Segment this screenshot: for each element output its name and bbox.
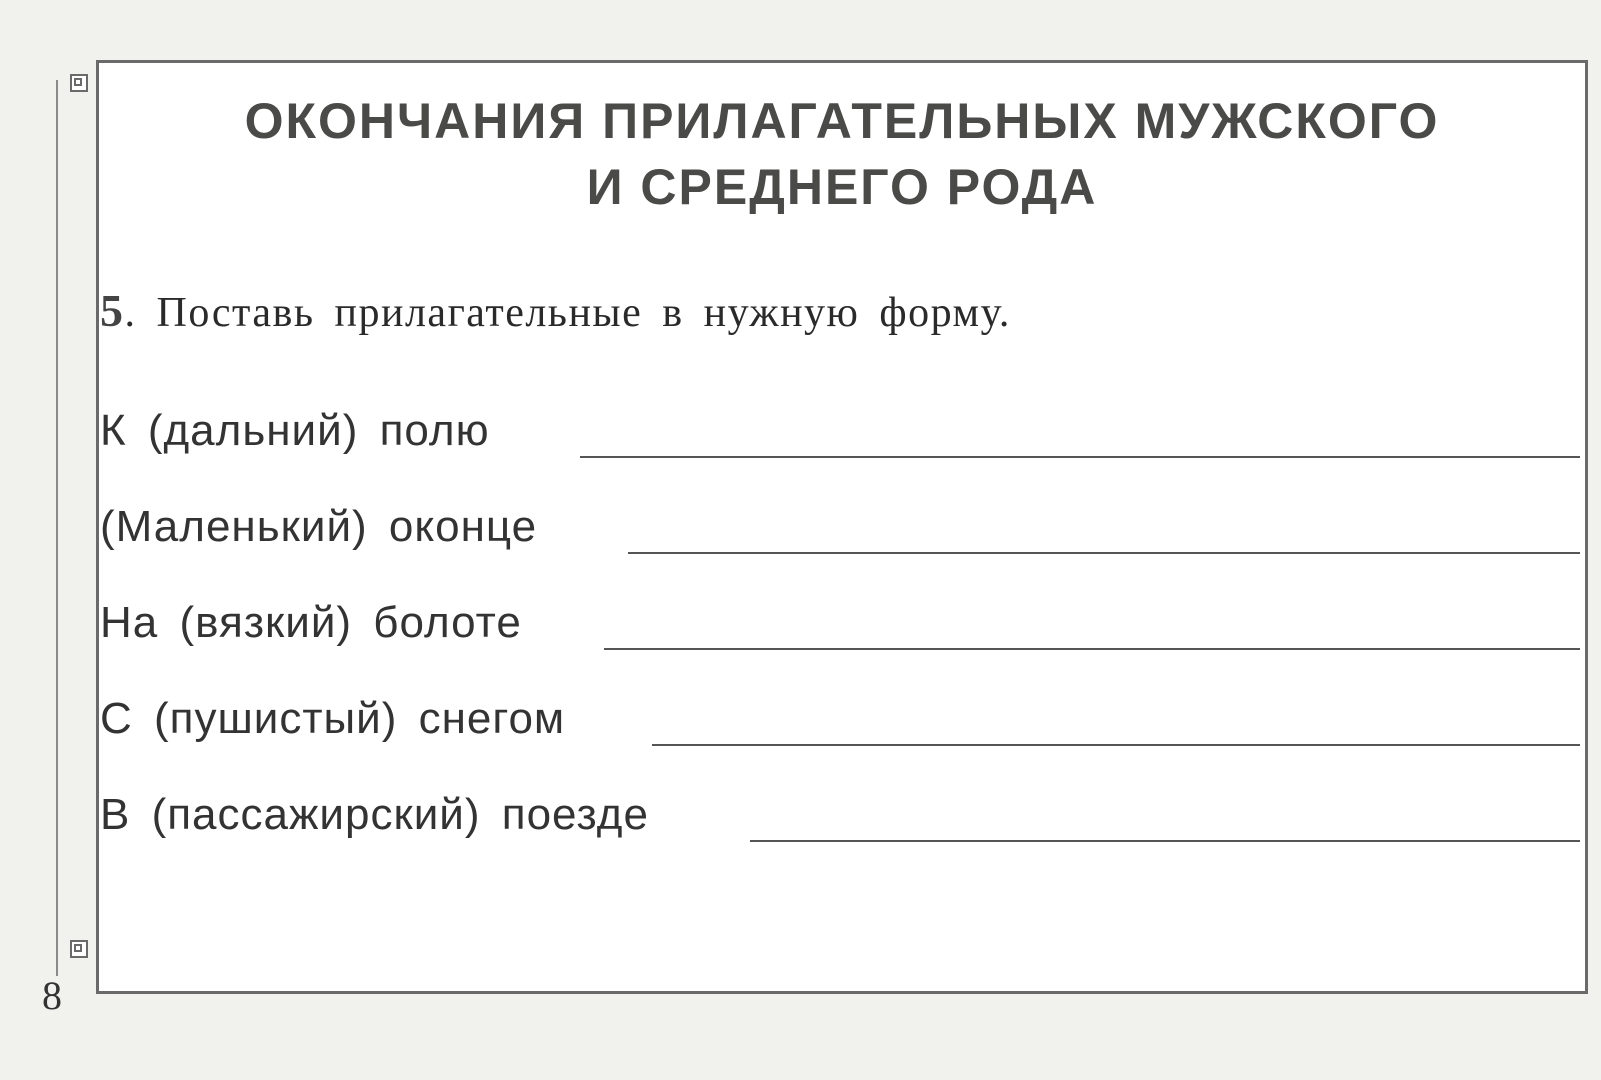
exercise-prompt: К (дальний) полю [100, 406, 490, 455]
answer-line[interactable] [628, 552, 1580, 554]
answer-line[interactable] [580, 456, 1580, 458]
frame-corner-ornament-top-left [70, 74, 88, 92]
task-number: 5 [100, 285, 125, 336]
answer-line[interactable] [750, 840, 1580, 842]
page-title [96, 88, 1588, 220]
exercise-row [100, 404, 1580, 464]
answer-line[interactable] [652, 744, 1580, 746]
title-line-2: И СРЕДНЕГО РОДА [586, 159, 1098, 215]
exercise-row [100, 500, 1580, 560]
answer-line[interactable] [604, 648, 1580, 650]
exercise-row [100, 596, 1580, 656]
exercise-row [100, 788, 1580, 848]
task-text: . Поставь прилагательные в нужную форму. [124, 290, 1011, 336]
task-instruction [100, 284, 1011, 337]
exercise-prompt: С (пушистый) снегом [100, 694, 566, 743]
frame-corner-ornament-bottom-left [70, 940, 88, 958]
page-number: 8 [42, 973, 62, 1018]
exercise-prompt: (Маленький) оконце [100, 502, 538, 551]
title-line-1: ОКОНЧАНИЯ ПРИЛАГАТЕЛЬНЫХ МУЖСКОГО [244, 93, 1440, 149]
exercise-row [100, 692, 1580, 752]
exercise-prompt: На (вязкий) болоте [100, 598, 522, 647]
exercise-prompt: В (пассажирский) поезде [100, 790, 649, 839]
